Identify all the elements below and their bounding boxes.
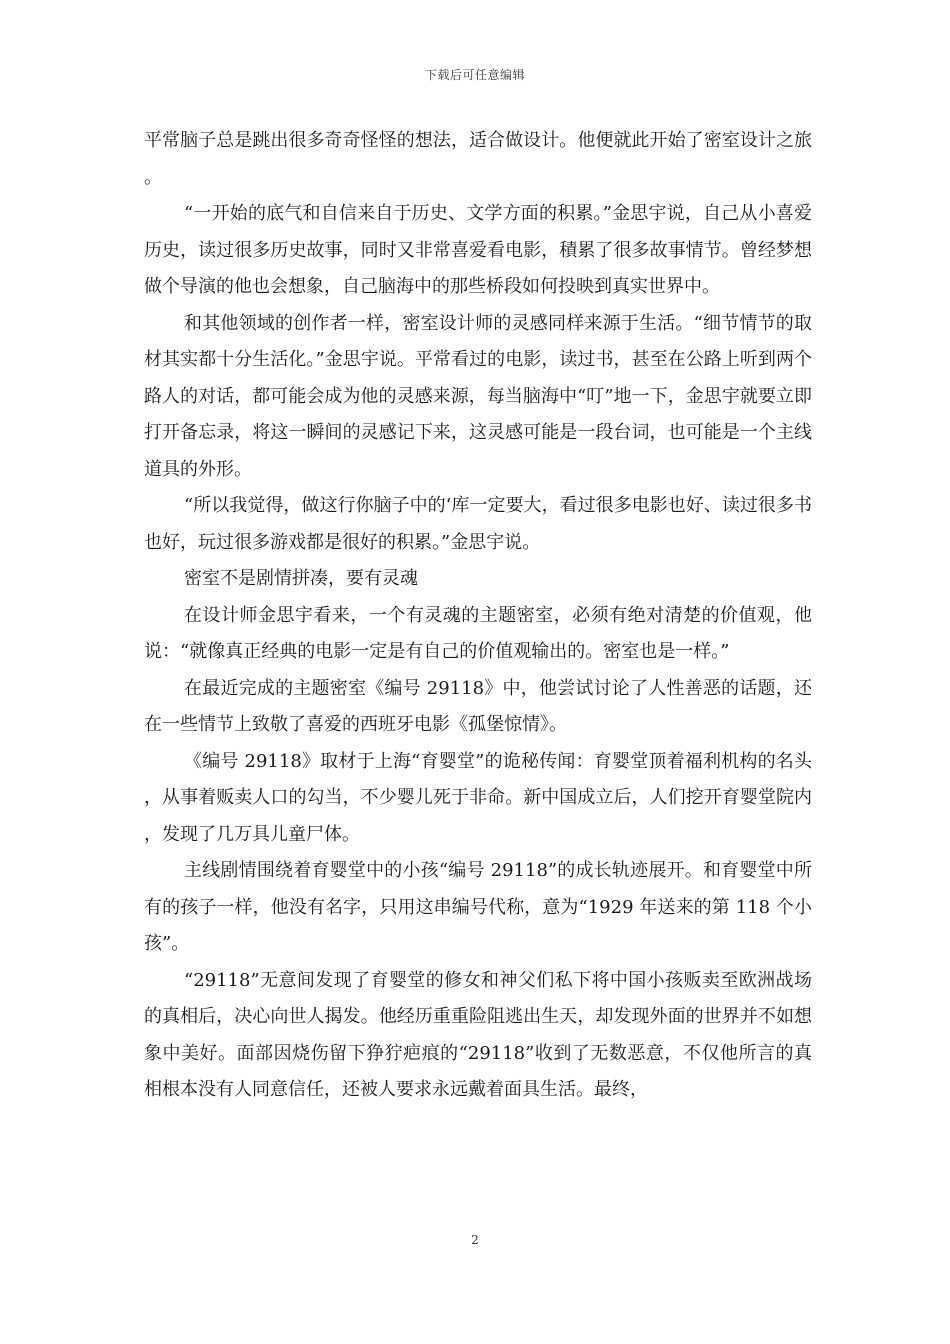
- paragraph: “所以我觉得，做这行你脑子中的‘库一定要大，看过很多电影也好、读过很多书也好，玩过很多游戏都是很好的积累。”金思宇说。: [144, 495, 812, 553]
- paragraph: “一开始的底气和自信来自于历史、文学方面的积累。”金思宇说，自己从小喜爱历史，读过很多历史故事，同时又非常喜爱看电影，積累了很多故事情节。曾经梦想做个导演的他也会想象，自己脑海中的那些桥段如何投映到真实世界中。: [144, 203, 812, 297]
- paragraph: 平常脑子总是跳出很多奇奇怪怪的想法，适合做设计。他便就此开始了密室设计之旅。: [144, 130, 812, 188]
- paragraph: “29118”无意间发现了育婴堂的修女和神父们私下将中国小孩贩卖至欧洲战场的真相后，决心向世人揭发。他经历重重险阻逃出生天，却发现外面的世界并不如想象中美好。面部因烧伤留下狰狞疤痕的“29118”收到了无数恶意，不仅他所言的真相根本没有人同意信任，还被人要求永远戴着面具生活。最终，: [144, 969, 812, 1100]
- document-body: [144, 123, 812, 1109]
- paragraph: 在最近完成的主题密室《编号 29118》中，他尝试讨论了人性善恶的话题，还在一些情节上致敬了喜爱的西班牙电影《孤堡惊情》。: [144, 677, 812, 735]
- page-number: 2: [471, 1233, 479, 1247]
- paragraph: 主线剧情围绕着育婴堂中的小孩“编号 29118”的成长轨迹展开。和育婴堂中所有的孩子一样，他没有名字，只用这串编号代称，意为“1929 年送来的第 118 个小孩”。: [144, 860, 812, 954]
- section-heading: 密室不是剧情拼凑，要有灵魂: [184, 568, 418, 589]
- paragraph: 在设计师金思宇看来，一个有灵魂的主题密室，必须有绝对清楚的价值观，他说：“就像真正经典的电影一定是有自己的价值观输出的。密室也是一样。”: [144, 604, 812, 662]
- page-header: 下载后可任意编辑: [424, 68, 525, 82]
- paragraph: 《编号 29118》取材于上海“育婴堂”的诡秘传闻：育婴堂顶着福利机构的名头，从事着贩卖人口的勾当，不少婴儿死于非命。新中国成立后，人们挖开育婴堂院内，发现了几万具儿童尸体。: [144, 750, 812, 845]
- paragraph: 和其他领域的创作者一样，密室设计师的灵感同样来源于生活。“细节情节的取材其实都十分生活化。”金思宇说。平常看过的电影，读过书，甚至在公路上听到两个路人的对话，都可能会成为他的灵感来源，每当脑海中“叮”地一下，金思宇就要立即打开备忘录，将这一瞬间的灵感记下来，这灵感可能是一段台词，也可能是一个主线道具的外形。: [144, 312, 812, 480]
